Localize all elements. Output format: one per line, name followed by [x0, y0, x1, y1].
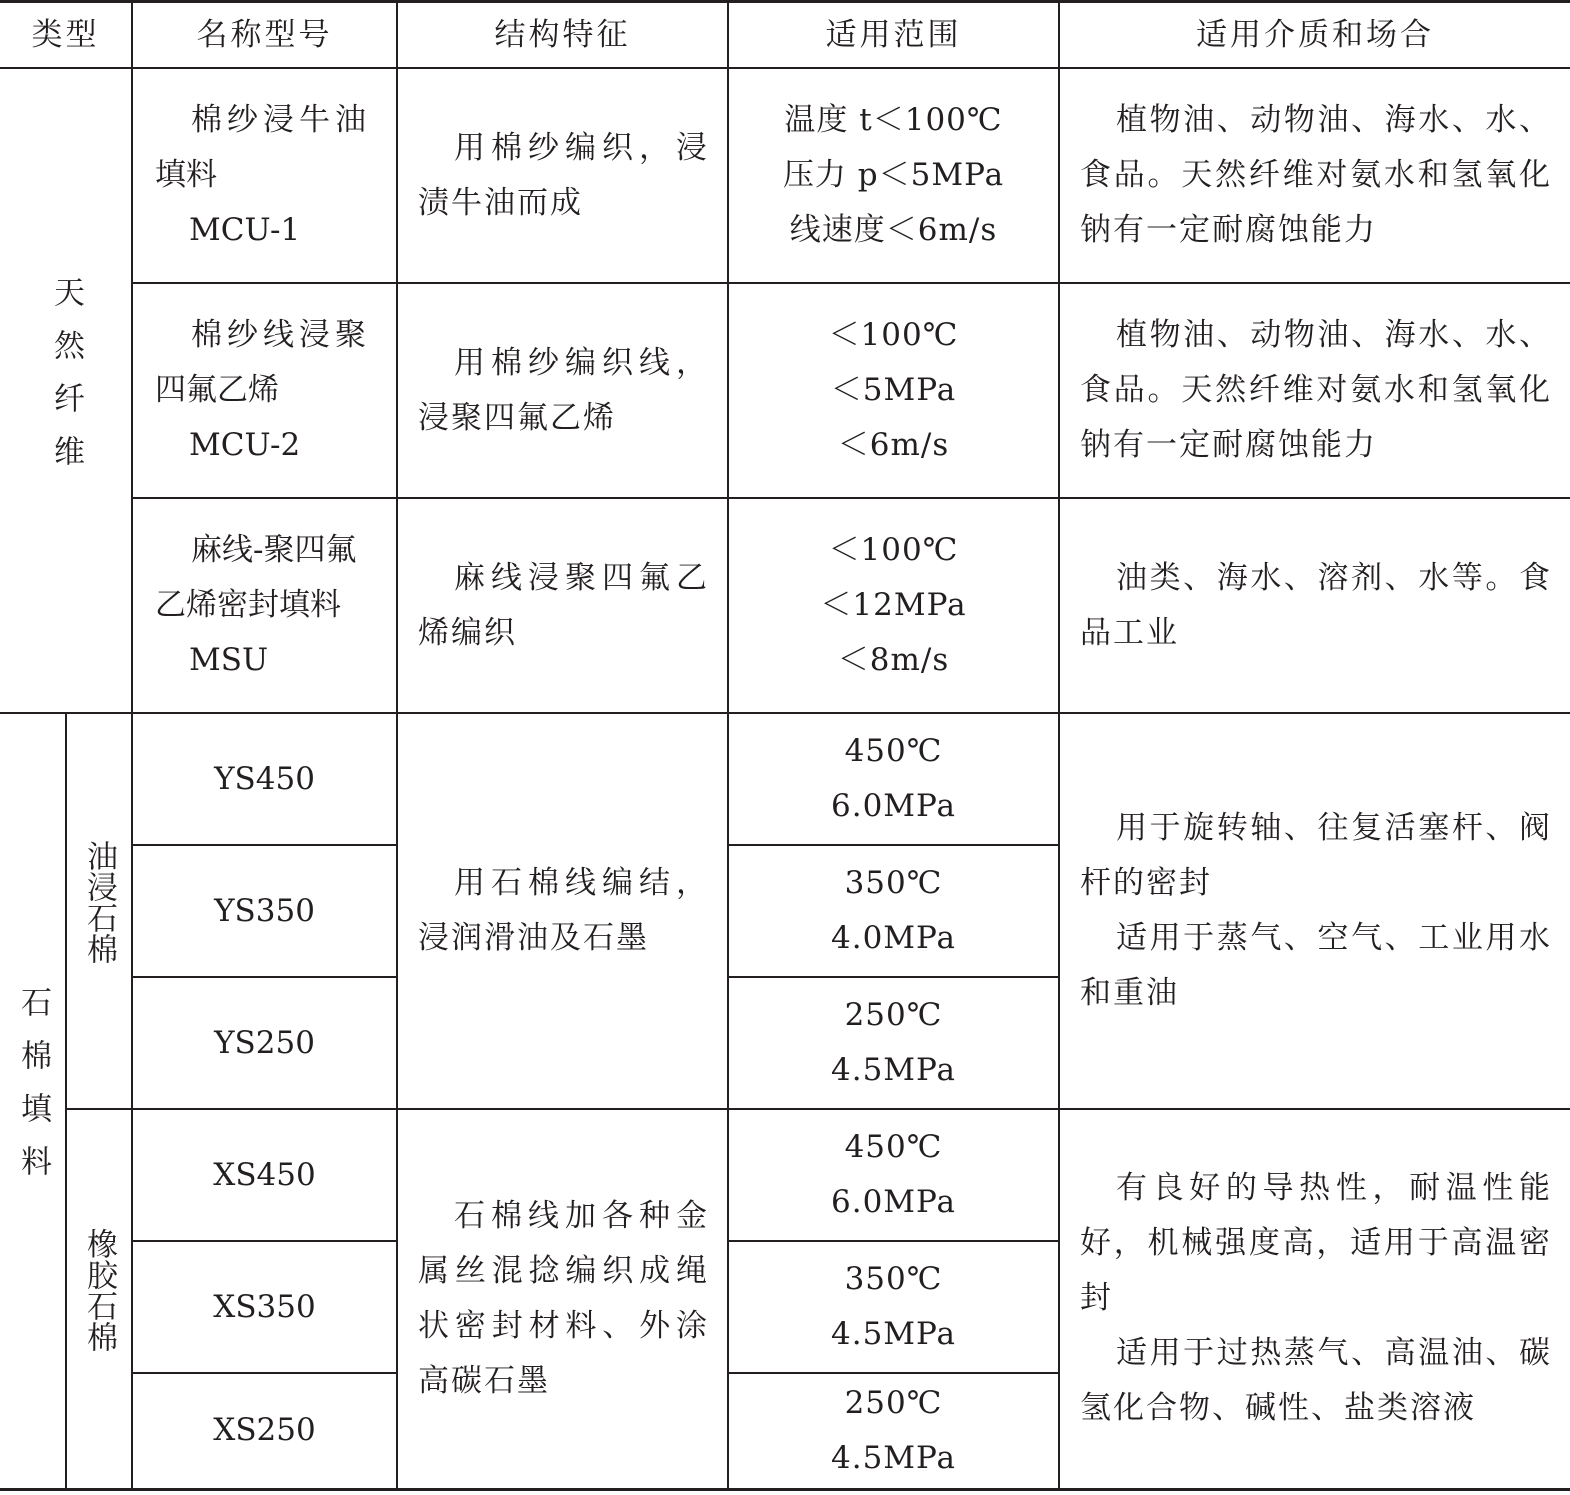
range-cell [728, 283, 1059, 498]
range-temp: 250℃ [844, 997, 943, 1033]
model-cell: XS350 [132, 1241, 397, 1373]
range-cell [728, 845, 1059, 977]
range-speed: 线速度＜6m/s [789, 212, 998, 248]
media-text: 油类、海水、溶剂、水等。食品工业 [1080, 559, 1552, 651]
media-cell [1059, 498, 1570, 713]
range-cell [728, 1109, 1059, 1241]
range-temp: ＜100℃ [828, 532, 959, 568]
range-pressure: 6.0MPa [831, 1184, 956, 1220]
structure-text: 用棉纱编织，浸渍牛油而成 [418, 129, 709, 221]
model-cell: XS250 [132, 1373, 397, 1489]
range-cell [728, 68, 1059, 283]
name-line: 棉纱浸牛油 [191, 102, 371, 138]
structure-cell [397, 713, 728, 1109]
range-pressure: 4.0MPa [831, 920, 956, 956]
model-cell: YS250 [132, 977, 397, 1109]
name-line: 四氟乙烯 [155, 372, 279, 408]
structure-cell [397, 1109, 728, 1489]
category-label: 石棉填料 [15, 985, 51, 1198]
structure-text: 用棉纱编织线，浸聚四氟乙烯 [418, 344, 709, 436]
media-text: 植物油、动物油、海水、水、食品。天然纤维对氨水和氢氧化钠有一定耐腐蚀能力 [1080, 102, 1552, 248]
header-name-model: 名称型号 [132, 2, 397, 69]
subcategory-label: 橡胶石棉 [81, 1227, 117, 1352]
range-temp: 温度 t＜100℃ [784, 102, 1003, 138]
model-cell: XS450 [132, 1109, 397, 1241]
media-text: 适用于蒸气、空气、工业用水和重油 [1080, 920, 1552, 1011]
range-pressure: 压力 p＜5MPa [782, 157, 1005, 193]
media-cell [1059, 713, 1570, 1109]
media-text: 适用于过热蒸气、高温油、碳氢化合物、碱性、盐类溶液 [1080, 1335, 1552, 1427]
range-temp: 450℃ [844, 1129, 943, 1165]
header-row [0, 2, 1570, 69]
table-row [0, 68, 1570, 283]
category-label: 天然纤维 [48, 275, 84, 488]
range-cell [728, 1241, 1059, 1373]
name-line: 填料 [155, 157, 217, 193]
name-line: 乙烯密封填料 [155, 587, 341, 623]
category-asbestos [0, 713, 66, 1489]
range-pressure: ＜12MPa [820, 587, 967, 623]
media-cell [1059, 283, 1570, 498]
structure-text: 用石棉线编结，浸润滑油及石墨 [418, 865, 709, 956]
category-natural-fiber [0, 68, 132, 713]
table-row [0, 713, 1570, 845]
name-line: 棉纱线浸聚 [191, 317, 371, 353]
name-model-cell [132, 68, 397, 283]
range-temp: 350℃ [844, 865, 943, 901]
range-temp: 350℃ [844, 1261, 943, 1297]
media-cell [1059, 1109, 1570, 1489]
structure-text: 麻线浸聚四氟乙烯编织 [418, 559, 709, 651]
range-cell [728, 713, 1059, 845]
header-structure: 结构特征 [397, 2, 728, 69]
table-row [0, 498, 1570, 713]
range-speed: ＜6m/s [837, 427, 950, 463]
model-code: MCU-1 [189, 212, 301, 248]
structure-text: 石棉线加各种金属丝混捻编织成绳状密封材料、外涂高碳石墨 [418, 1197, 709, 1399]
range-pressure: 4.5MPa [831, 1316, 956, 1352]
media-text: 有良好的导热性，耐温性能好，机械强度高，适用于高温密封 [1080, 1170, 1552, 1317]
range-cell [728, 498, 1059, 713]
header-media: 适用介质和场合 [1059, 2, 1570, 69]
range-temp: ＜100℃ [828, 317, 959, 353]
subcategory-label: 油浸石棉 [81, 840, 117, 964]
header-range: 适用范围 [728, 2, 1059, 69]
structure-cell [397, 283, 728, 498]
model-cell: YS350 [132, 845, 397, 977]
table-row [0, 283, 1570, 498]
range-pressure: 4.5MPa [831, 1439, 956, 1476]
table-row [0, 1109, 1570, 1241]
media-text: 植物油、动物油、海水、水、食品。天然纤维对氨水和氢氧化钠有一定耐腐蚀能力 [1080, 317, 1552, 463]
model-code: MSU [189, 642, 269, 678]
range-temp: 250℃ [844, 1384, 943, 1421]
structure-cell [397, 68, 728, 283]
range-cell [728, 1373, 1059, 1489]
model-cell: YS450 [132, 713, 397, 845]
range-pressure: ＜5MPa [830, 372, 957, 408]
range-pressure: 4.5MPa [831, 1052, 956, 1088]
name-model-cell [132, 283, 397, 498]
structure-cell [397, 498, 728, 713]
range-cell [728, 977, 1059, 1109]
subcategory-rubber-asbestos [66, 1109, 132, 1489]
model-code: MCU-2 [189, 427, 301, 463]
media-cell [1059, 68, 1570, 283]
range-speed: ＜8m/s [837, 642, 950, 678]
header-type: 类型 [0, 2, 132, 69]
range-temp: 450℃ [844, 733, 943, 769]
subcategory-oil-asbestos [66, 713, 132, 1109]
media-text: 用于旋转轴、往复活塞杆、阀杆的密封 [1080, 810, 1552, 901]
name-model-cell [132, 498, 397, 713]
range-pressure: 6.0MPa [831, 788, 956, 824]
name-line: 麻线-聚四氟 [191, 532, 357, 568]
